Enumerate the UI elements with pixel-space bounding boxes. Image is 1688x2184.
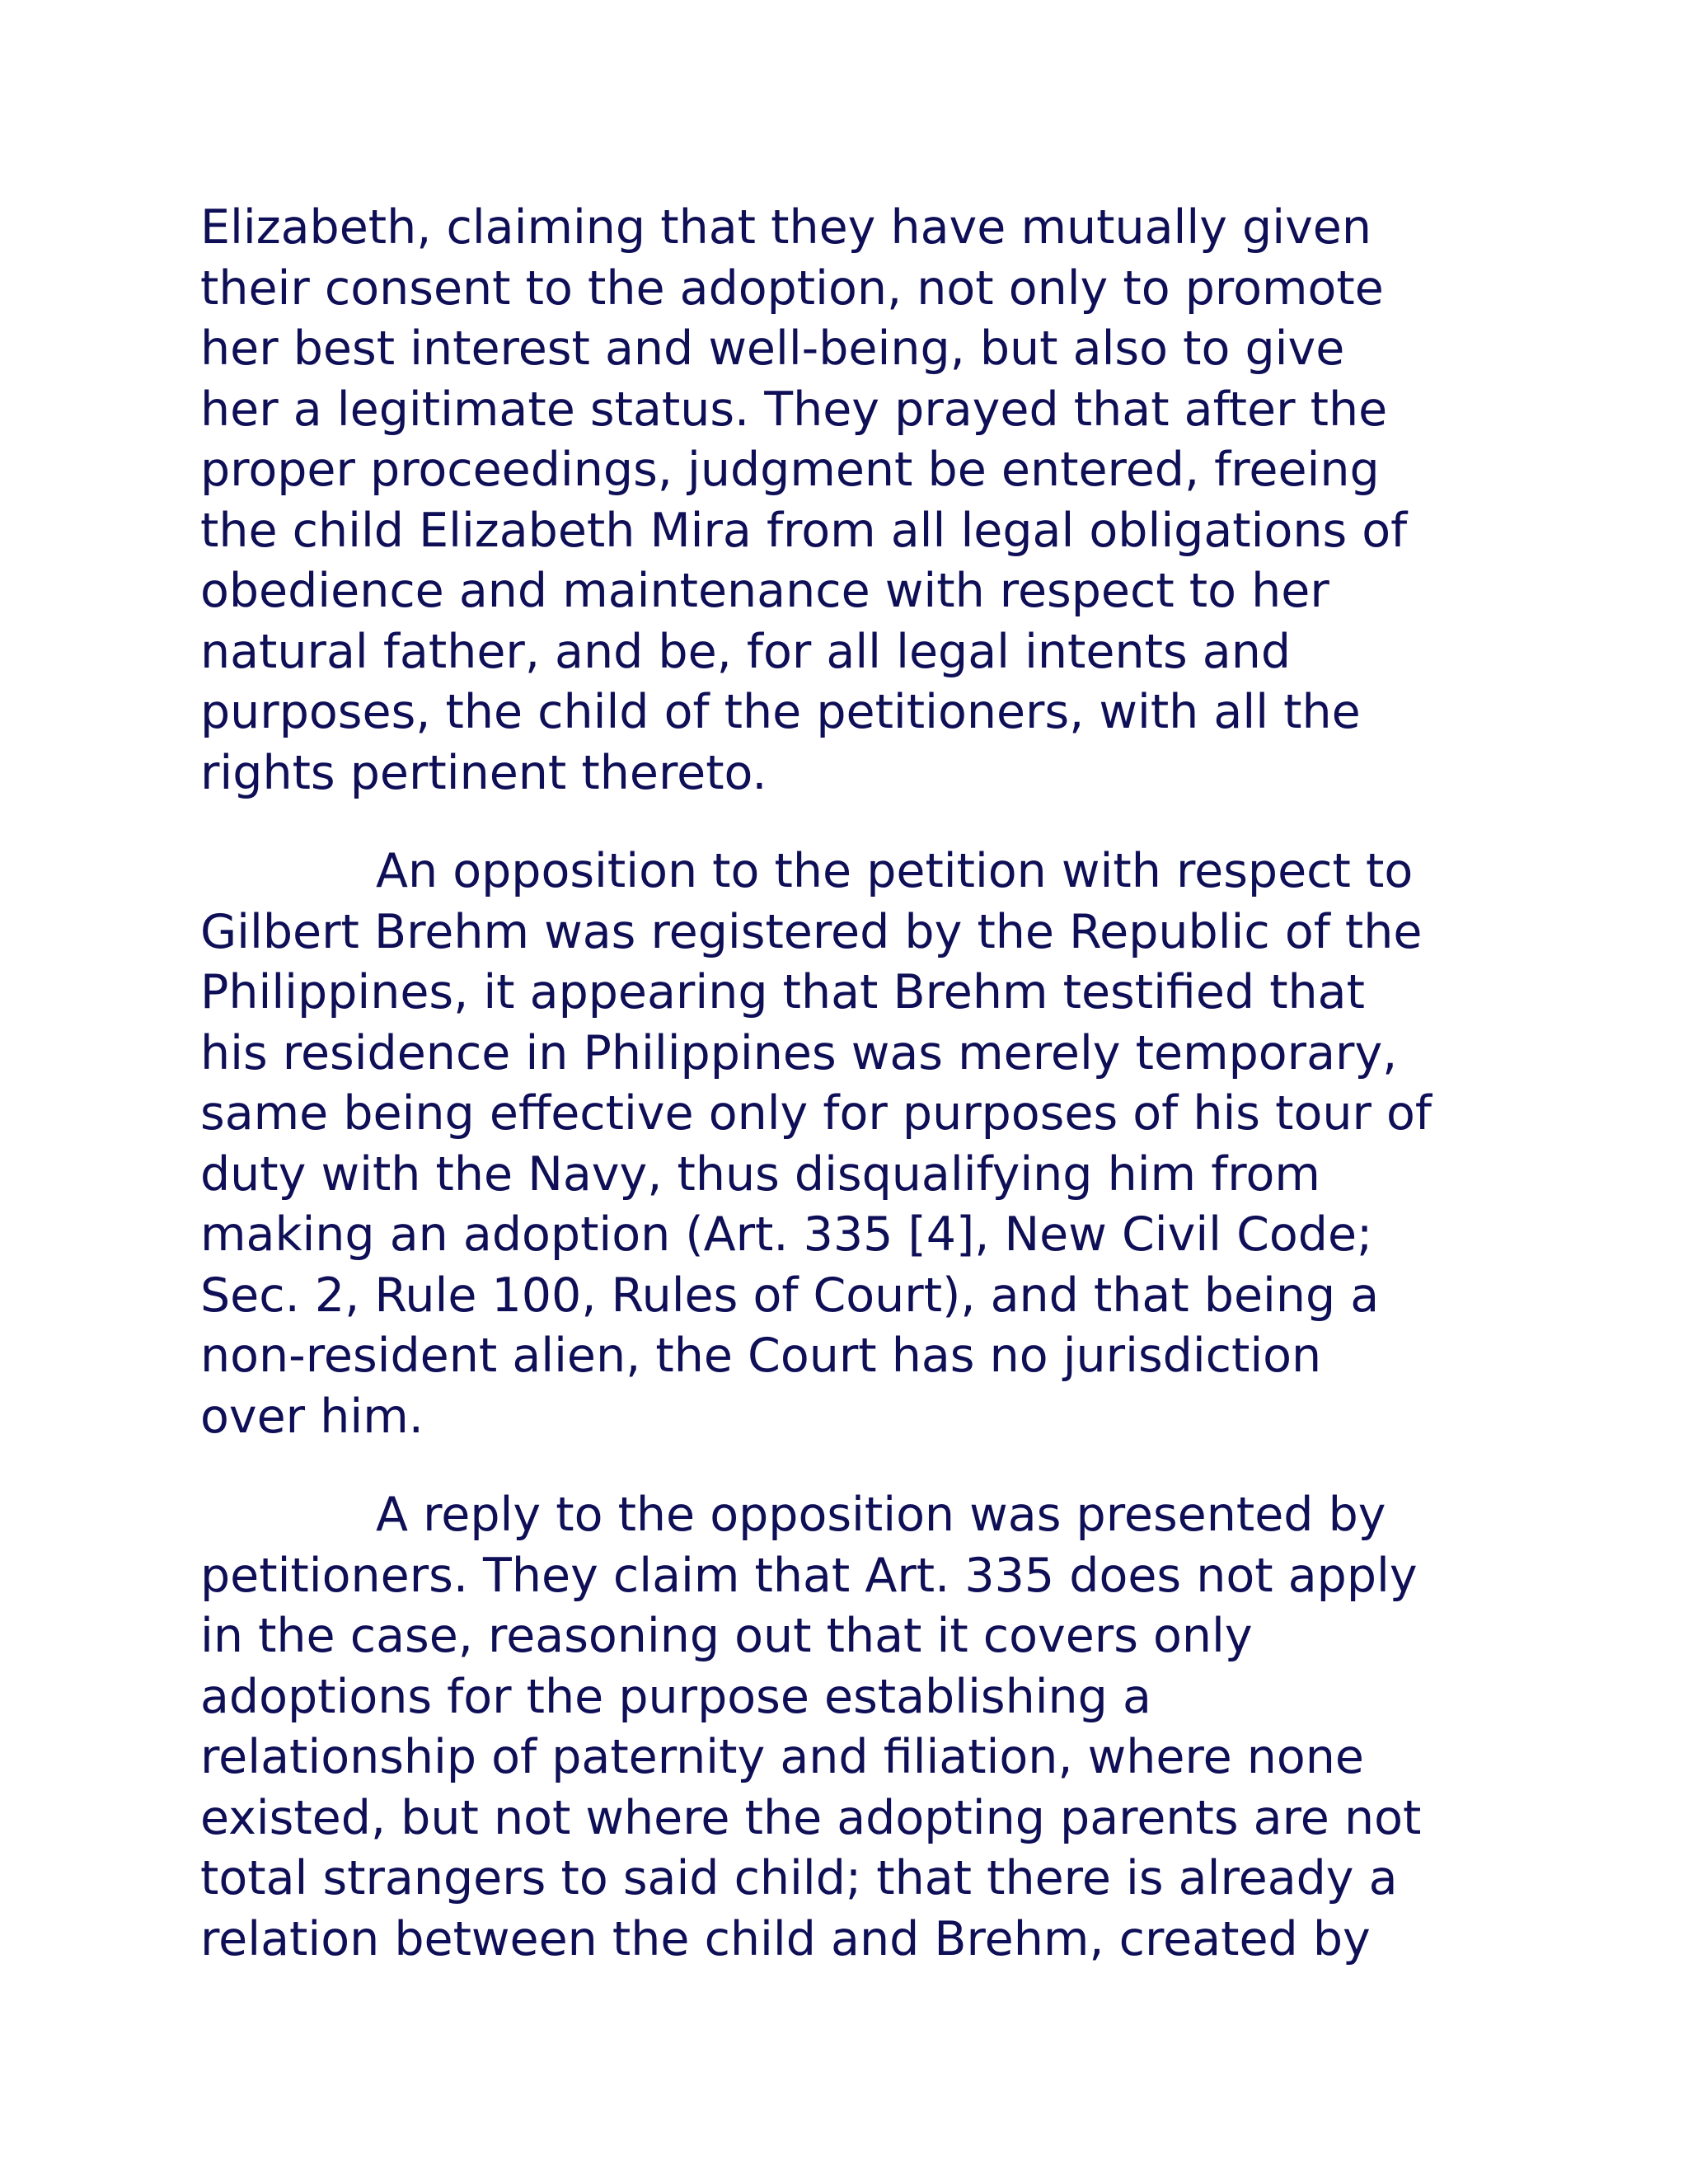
text-line: proper proceedings, judgment be entered, freeing bbox=[200, 443, 1380, 497]
paragraph-3 bbox=[200, 1485, 1552, 1970]
text-line: Sec. 2, Rule 100, Rules of Court), and that being a bbox=[200, 1268, 1380, 1323]
text-line: Philippines, it appearing that Brehm testified that bbox=[200, 965, 1365, 1019]
text-line: non-resident alien, the Court has no jurisdiction bbox=[200, 1329, 1322, 1383]
text-line-indented: A reply to the opposition was presented by bbox=[376, 1488, 1386, 1542]
text-line: Gilbert Brehm was registered by the Republic of the bbox=[200, 904, 1423, 959]
paragraph-1 bbox=[200, 198, 1552, 804]
text-line: same being effective only for purposes of his tour of bbox=[200, 1086, 1432, 1141]
text-line-indented: An opposition to the petition with respect to bbox=[376, 844, 1414, 898]
text-line: over him. bbox=[200, 1389, 424, 1444]
text-line: the child Elizabeth Mira from all legal obligations of bbox=[200, 503, 1408, 558]
text-line: her a legitimate status. They prayed that after the bbox=[200, 382, 1388, 437]
text-line: making an adoption (Art. 335 [4], New Civil Code; bbox=[200, 1207, 1373, 1262]
text-line: petitioners. They claim that Art. 335 does not apply bbox=[200, 1548, 1418, 1603]
text-line: natural father, and be, for all legal intents and bbox=[200, 624, 1291, 679]
document-body bbox=[200, 198, 1552, 1970]
text-line: obedience and maintenance with respect to her bbox=[200, 564, 1329, 618]
text-line: in the case, reasoning out that it covers only bbox=[200, 1609, 1253, 1663]
text-line: Elizabeth, claiming that they have mutually given bbox=[200, 200, 1372, 255]
text-line: their consent to the adoption, not only to promote bbox=[200, 260, 1384, 316]
text-line: adoptions for the purpose establishing a bbox=[200, 1669, 1151, 1724]
text-line: purposes, the child of the petitioners, with all the bbox=[200, 685, 1361, 739]
text-line: duty with the Navy, thus disqualifying him from bbox=[200, 1146, 1320, 1202]
text-line: existed, but not where the adopting parents are not bbox=[200, 1790, 1422, 1845]
text-line: relationship of paternity and filiation, where none bbox=[200, 1730, 1365, 1784]
text-line: her best interest and well-being, but also to give bbox=[200, 321, 1345, 376]
text-line: his residence in Philippines was merely temporary, bbox=[200, 1025, 1398, 1080]
text-line: rights pertinent thereto. bbox=[200, 745, 767, 800]
text-line: total strangers to said child; that there is already a bbox=[200, 1851, 1398, 1905]
paragraph-2 bbox=[200, 841, 1552, 1447]
text-line: relation between the child and Brehm, created by bbox=[200, 1911, 1371, 1966]
